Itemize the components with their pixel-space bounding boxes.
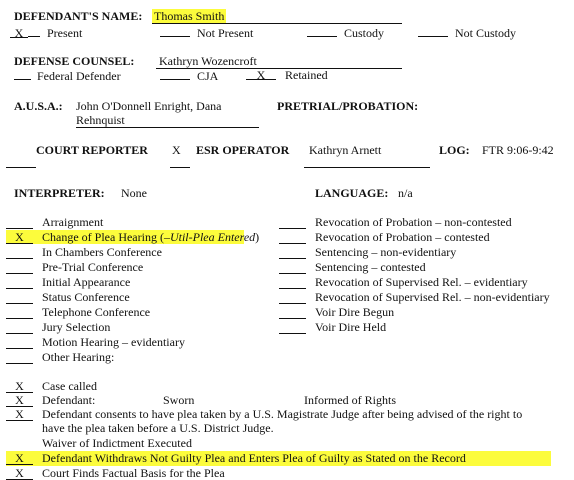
defendant-label: Defendant: <box>42 393 96 407</box>
hearing-right-label: Revocation of Probation – contested <box>315 230 490 244</box>
cja-label: CJA <box>197 69 219 83</box>
esr-operator-name: Kathryn Arnett <box>309 143 382 157</box>
language-value: n/a <box>398 186 413 200</box>
hearing-left-label: Telephone Conference <box>42 305 151 319</box>
not-present-row <box>160 25 253 40</box>
hearing-right-checkbox <box>279 305 306 319</box>
factual-basis-label: Court Finds Factual Basis for the Plea <box>42 466 225 480</box>
defendant-mark: X <box>6 393 33 407</box>
ausa-field <box>76 113 259 128</box>
log-label: LOG: <box>439 143 470 157</box>
retained-row <box>246 68 328 82</box>
hearing-left-checkbox <box>6 245 33 259</box>
hearing-left-checkbox <box>6 350 33 364</box>
present-label: Present <box>47 26 83 40</box>
hearing-right-checkbox <box>279 215 306 229</box>
defense-counsel-name: Kathryn Wozencroft <box>159 54 257 68</box>
hearing-right-item <box>315 320 386 334</box>
hearing-left-item <box>42 335 185 349</box>
hearing-right-checkbox <box>279 230 306 244</box>
hearing-left-label: Jury Selection <box>42 320 111 334</box>
hearing-right-label: Revocation of Probation – non-contested <box>315 215 512 229</box>
hearing-left-item <box>42 320 110 334</box>
hearing-left-checkbox <box>6 215 33 229</box>
hearing-left-item <box>42 275 130 289</box>
hearing-right-label: Revocation of Supervised Rel. – non-evidentiary <box>315 290 550 304</box>
language-label-text: LANGUAGE: <box>315 186 389 200</box>
defendant-name: Thomas Smith <box>154 9 225 23</box>
waiver-label: Waiver of Indictment Executed <box>42 436 192 450</box>
hearing-right-checkbox <box>279 290 306 304</box>
factual-basis-mark: X <box>6 466 33 480</box>
hearing-right-item <box>315 305 394 319</box>
hearing-right-item <box>315 215 512 229</box>
withdraw-label: Defendant Withdraws Not Guilty Plea and Enters Plea of Guilty as Stated on the Record <box>42 451 466 465</box>
hearing-left-item <box>42 245 162 259</box>
hearing-right-item <box>315 290 550 304</box>
ausa-line2: Rehnquist <box>76 113 125 127</box>
hearing-left-item <box>42 305 150 319</box>
not-present-label: Not Present <box>197 26 254 40</box>
sworn-label: Sworn <box>163 393 195 407</box>
hearing-right-item <box>315 260 426 274</box>
hearing-left-item <box>42 350 114 364</box>
hearing-left-label: In Chambers Conference <box>42 245 162 259</box>
hearing-left-label: Motion Hearing – evidentiary <box>42 335 185 349</box>
hearing-left-label: Other Hearing: <box>42 350 115 364</box>
hearing-left-label: Pre-Trial Conference <box>42 260 144 274</box>
hearing-right-item <box>315 245 456 259</box>
custody-label: Custody <box>344 26 385 40</box>
esr-operator-line <box>304 167 430 168</box>
hearing-left-checkbox <box>6 305 33 319</box>
hearing-left-checkbox <box>6 290 33 304</box>
interpreter-value: None <box>121 186 147 200</box>
hearing-left-label: Status Conference <box>42 290 130 304</box>
consent-line2: have the plea taken before a U.S. District Judge. <box>42 421 274 435</box>
ausa-label: A.U.S.A.: <box>14 99 63 113</box>
not-custody-row <box>418 25 516 40</box>
hearing-right-label: Voir Dire Begun <box>315 305 395 319</box>
court-reporter-label: COURT REPORTER <box>36 143 148 157</box>
log-value: FTR 9:06-9:42 <box>482 143 554 157</box>
defense-counsel-label: DEFENSE COUNSEL: <box>14 54 135 68</box>
case-called-mark: X <box>6 379 33 393</box>
defendant-name-field <box>152 9 402 24</box>
pretrial-label: PRETRIAL/PROBATION: <box>277 99 419 113</box>
retained-mark: X <box>246 68 276 80</box>
hearing-right-checkbox <box>279 320 306 334</box>
hearing-left-checkbox: X <box>6 230 33 244</box>
hearing-right-item <box>315 230 490 244</box>
hearing-left-note-close: ) <box>255 230 260 244</box>
retained-label: Retained <box>285 68 328 82</box>
defendant-name-label: DEFENDANT'S NAME: <box>14 9 143 23</box>
defense-counsel-field <box>156 54 402 69</box>
hearing-left-label: Change of Plea Hearing ( <box>42 230 164 244</box>
hearing-left-checkbox <box>6 275 33 289</box>
present-mark: X <box>10 26 28 38</box>
court-reporter-blank <box>6 167 36 168</box>
hearing-left-label: Initial Appearance <box>42 275 131 289</box>
hearing-right-label: Sentencing – contested <box>315 260 426 274</box>
withdraw-mark: X <box>6 451 33 465</box>
custody-row <box>307 25 384 40</box>
hearing-left-checkbox <box>6 335 33 349</box>
esr-blank <box>170 167 190 168</box>
hearing-left-item <box>42 290 130 304</box>
informed-label: Informed of Rights <box>304 393 396 407</box>
cja-row <box>160 68 218 83</box>
hearing-right-label: Sentencing – non-evidentiary <box>315 245 457 259</box>
hearing-right-label: Revocation of Supervised Rel. – evidentiary <box>315 275 528 289</box>
case-called-label: Case called <box>42 379 97 393</box>
federal-defender-row <box>14 68 121 83</box>
hearing-right-checkbox <box>279 245 306 259</box>
hearing-left-label: Arraignment <box>42 215 104 229</box>
present-row <box>10 25 82 40</box>
esr-operator-label: ESR OPERATOR <box>196 143 290 157</box>
hearing-right-label: Voir Dire Held <box>315 320 387 334</box>
hearing-right-item <box>315 275 528 289</box>
hearing-left-note: –Util-Plea Entered <box>163 230 256 244</box>
consent-line1: Defendant consents to have plea taken by a U.S. Magistrate Judge after being advised of the right to <box>42 407 523 421</box>
interpreter-label: INTERPRETER: <box>14 186 105 200</box>
hearing-left-item <box>42 230 259 244</box>
hearing-right-checkbox <box>279 260 306 274</box>
ausa-line1: John O'Donnell Enright, Dana <box>76 99 222 113</box>
not-custody-label: Not Custody <box>455 26 517 40</box>
hearing-left-checkbox <box>6 320 33 334</box>
hearing-left-item <box>42 215 103 229</box>
federal-defender-label: Federal Defender <box>37 69 121 83</box>
hearing-right-checkbox <box>279 275 306 289</box>
consent-mark: X <box>6 407 33 421</box>
hearing-left-item <box>42 260 143 274</box>
esr-mark: X <box>172 143 181 157</box>
hearing-left-checkbox <box>6 260 33 274</box>
